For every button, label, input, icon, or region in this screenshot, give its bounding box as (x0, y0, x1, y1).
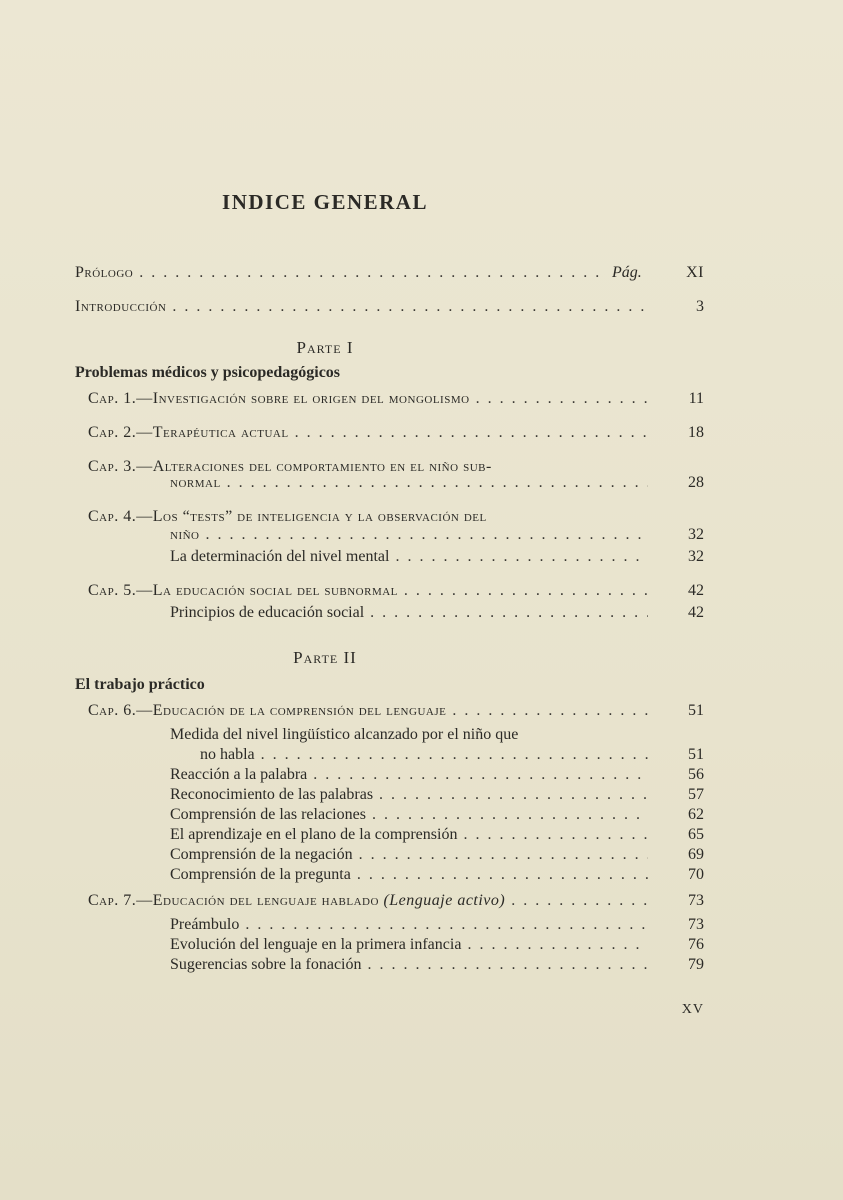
toc-subentry (0, 914, 843, 936)
toc-chapter (0, 388, 843, 410)
toc-entry-prologo (0, 262, 843, 284)
chapter-label (88, 422, 648, 444)
entry-page: 28 (688, 474, 704, 491)
chapter-title: Educación de la comprensión del lenguaje (152, 702, 447, 719)
chapter-prefix: Cap. 6.— (88, 702, 153, 719)
section-heading: Problemas médicos y psicopedagógicos (75, 364, 341, 381)
entry-page: 65 (688, 826, 704, 843)
subentry-label: Sugerencias sobre la fonación . . . (170, 954, 648, 976)
toc-chapter-line2 (0, 524, 843, 546)
entry-page: 32 (688, 526, 704, 543)
toc-subentry (0, 764, 843, 786)
entry-page: 69 (688, 846, 704, 863)
toc-subentry-line1 (0, 724, 843, 746)
entry-page: 57 (688, 786, 704, 803)
entry-page: 3 (696, 298, 704, 315)
toc-subentry (0, 844, 843, 866)
toc-subentry (0, 804, 843, 826)
chapter-label (88, 890, 648, 912)
entry-page: 56 (688, 766, 704, 783)
subentry-label: Medida del nivel lingüístico alcanzado por el niño que (170, 726, 519, 743)
chapter-title: Alteraciones del comportamiento en el niño sub- (152, 458, 492, 475)
entry-page: 73 (688, 916, 704, 933)
page-number: XV (681, 1002, 704, 1017)
subentry-label: Evolución del lenguaje en la primera infancia . . . (170, 934, 648, 956)
entry-page: 32 (688, 548, 704, 565)
section-heading: El trabajo práctico (75, 676, 205, 693)
toc-chapter (0, 580, 843, 602)
toc-subentry (0, 954, 843, 976)
subentry-label: La determinación del nivel mental . . . (170, 546, 648, 568)
chapter-prefix: Cap. 5.— (88, 582, 153, 599)
toc-subentry (0, 546, 843, 568)
entry-page: 11 (688, 390, 704, 407)
subentry-label: El aprendizaje en el plano de la comprensión . . . (170, 824, 648, 846)
chapter-title-cont: normal . . . (170, 472, 648, 494)
subentry-label: Reacción a la palabra . . . (170, 764, 648, 786)
toc-subentry (0, 784, 843, 806)
toc-chapter-line2 (0, 472, 843, 494)
entry-label: Prólogo . . . (75, 262, 605, 284)
entry-label: Introducción . . . (75, 296, 645, 318)
toc-subentry (0, 602, 843, 624)
subentry-label: Principios de educación social . . . (170, 602, 648, 624)
entry-page: 62 (688, 806, 704, 823)
chapter-title: Educación del lenguaje hablado (152, 892, 379, 909)
entry-page: 76 (688, 936, 704, 953)
toc-chapter (0, 422, 843, 444)
chapter-prefix: Cap. 1.— (88, 390, 153, 407)
toc-chapter (0, 700, 843, 722)
toc-subentry-line2 (0, 744, 843, 766)
part-heading: Parte II (293, 648, 357, 667)
part-heading: Parte I (296, 338, 354, 357)
entry-page: XI (686, 264, 704, 281)
pag-label: Pág. (612, 264, 642, 281)
entry-page: 51 (688, 702, 704, 719)
page-title: INDICE GENERAL (222, 190, 428, 214)
chapter-prefix: Cap. 3.— (88, 458, 153, 475)
subentry-label: Comprensión de la pregunta . . . (170, 864, 648, 886)
entry-page: 18 (688, 424, 704, 441)
entry-page: 79 (688, 956, 704, 973)
subentry-label: Comprensión de las relaciones . . . (170, 804, 648, 826)
toc-subentry (0, 864, 843, 886)
subentry-label-cont: no habla . . . (200, 744, 648, 766)
toc-subentry (0, 824, 843, 846)
toc-chapter (0, 890, 843, 912)
chapter-prefix: Cap. 7.— (88, 892, 153, 909)
chapter-title: La educación social del subnormal (152, 582, 398, 599)
entry-page: 70 (688, 866, 704, 883)
entry-page: 42 (688, 582, 704, 599)
subentry-label: Reconocimiento de las palabras . . . (170, 784, 648, 806)
chapter-title: Terapéutica actual (152, 424, 289, 441)
chapter-title: Los “tests” de inteligencia y la observación del (152, 508, 487, 525)
entry-page: 73 (688, 892, 704, 909)
entry-page: 42 (688, 604, 704, 621)
chapter-label (88, 388, 648, 410)
chapter-label (88, 700, 648, 722)
chapter-prefix: Cap. 2.— (88, 424, 153, 441)
toc-subentry (0, 934, 843, 956)
chapter-title-italic: (Lenguaje activo) (383, 892, 506, 909)
chapter-title: Investigación sobre el origen del mongolismo (152, 390, 470, 407)
toc-entry-introduccion (0, 296, 843, 318)
subentry-label: Comprensión de la negación . . . (170, 844, 648, 866)
chapter-title-cont: niño . . . (170, 524, 648, 546)
chapter-label (88, 580, 648, 602)
subentry-label: Preámbulo . . . (170, 914, 648, 936)
chapter-prefix: Cap. 4.— (88, 508, 153, 525)
entry-page: 51 (688, 746, 704, 763)
